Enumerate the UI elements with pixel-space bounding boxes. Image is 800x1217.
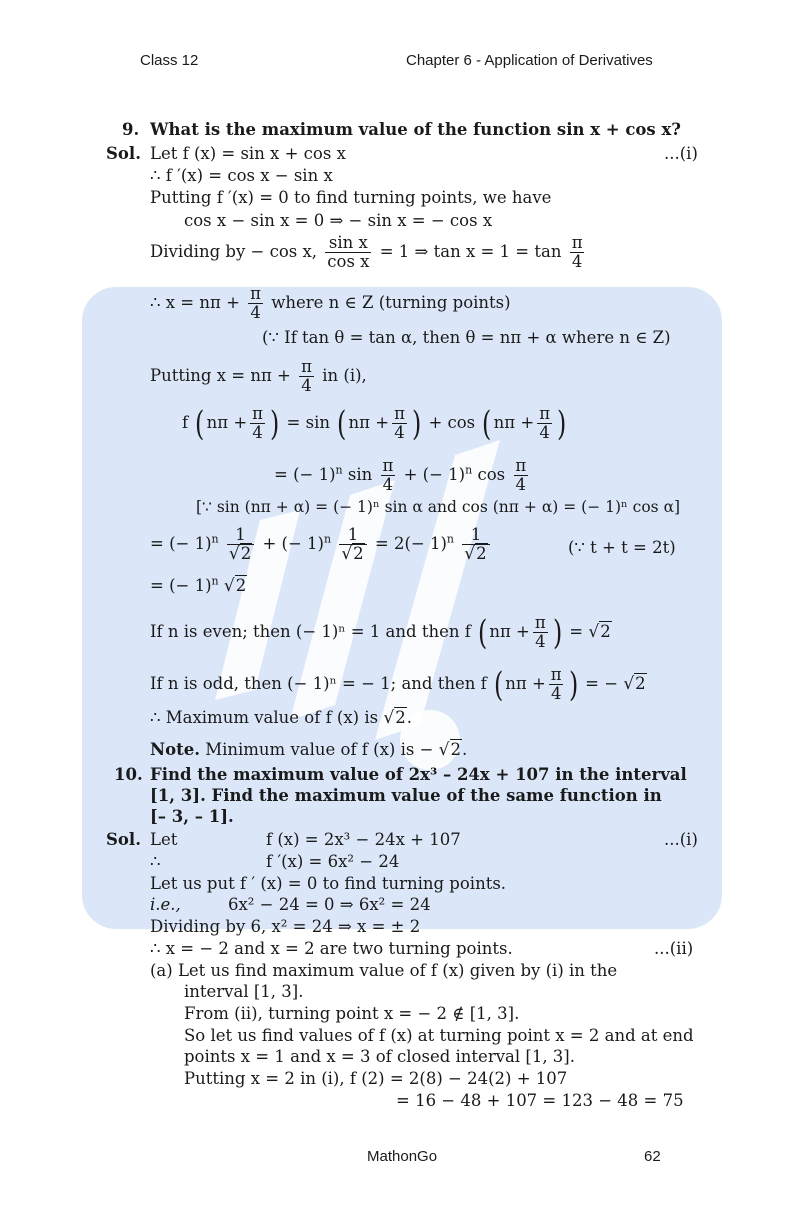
q9-line12: = (− 1)$^n$ $\frac{1}{√2}$ + (− 1)$^n$ $\frac{1}{√2}$ = $2(- 1)^n$ $\frac{1}{√2}$ [150,526,493,563]
q10-question-line1: Find the maximum value of 2x³ – 24x + 107 in the interval [150,765,687,784]
header-chapter: Chapter 6 - Application of Derivatives [406,52,653,69]
q10-part-a-line6: Putting x = 2 in (i), f (2) = 2(8) − 24(2) + 107 [184,1069,568,1088]
q9-line7-note: (∵ If tan θ = tan α, then θ = nπ + α where n ∈ Z) [262,328,671,347]
sinx-over-cosx-fraction: $\frac{\text{sin x}}{\text{cos x}}$ [327,233,370,271]
q9-line14: If n is even; then (− 1)ⁿ = 1 and then f ( nπ + $\frac{\pi}{4}$ ) = √2 [150,612,611,653]
q9-line16: ∴ Maximum value of f (x) is √2. [150,708,412,728]
q10-line1: f (x) = 2x³ − 24x + 107 [266,830,461,849]
q10-eq-ref-ii: ...(ii) [654,939,694,958]
q10-line4-ie: i.e., [150,895,181,914]
q10-question-line2: [1, 3]. Find the maximum value of the same function in [150,786,662,805]
pi-over-4-fraction: $\frac{\pi}{4}$ [301,357,312,395]
q9-sol-label: Sol. [106,144,141,163]
q10-line1-let: Let [150,830,178,849]
q9-line4: cos x − sin x = 0 ⇒ − sin x = − cos x [184,211,493,230]
q9-note: Note. Minimum value of f (x) is − √2. [150,740,468,760]
q9-number: 9. [122,120,140,139]
q10-line2: f ′(x) = 6x² − 24 [266,852,400,871]
pi-over-4-fraction: $\frac{\pi}{4}$ [571,233,583,271]
q9-line12-reason: (∵ t + t = 2t) [568,538,676,557]
footer-brand: MathonGo [367,1148,438,1165]
q9-line13: = (− 1)$^n$ √2 [150,574,247,596]
q9-line9: f ( nπ + $\frac{\pi}{4}$ ) = sin ( nπ + $\frac{\pi}{4}$ ) + cos ( nπ + $\frac{\pi}{4}$ ) [182,403,567,444]
q9-line8: Putting x = nπ + $\frac{\pi}{4}$ in (i), [150,357,367,395]
q10-line5: Dividing by 6, x² = 24 ⇒ x = ± 2 [150,917,421,936]
q10-part-a-line1: (a) Let us find maximum value of f (x) given by (i) in the [150,961,618,980]
q10-part-a-line7: = 16 − 48 + 107 = 123 − 48 = 75 [396,1091,684,1110]
q10-line6: ∴ x = − 2 and x = 2 are two turning points. [150,939,513,958]
q9-eq-ref-i: ...(i) [664,144,698,163]
pi-over-4-fraction: $\frac{\pi}{4}$ [250,284,262,322]
q10-line2-therefore: ∴ [150,852,161,871]
q9-line5-result: = 1 ⇒ tan x = 1 = tan [379,242,562,261]
q9-question: What is the maximum value of the function sin x + cos x? [150,120,681,139]
header-class: Class 12 [140,52,199,69]
q10-question-line3: [– 3, – 1]. [150,807,234,826]
note-label: Note. [150,740,200,759]
q10-sol-label: Sol. [106,830,141,849]
q10-part-a-line2: interval [1, 3]. [184,982,304,1001]
q9-line5 [150,234,588,271]
q9-line6: ∴ x = nπ + $\frac{\pi}{4}$ where n ∈ Z (turning points) [150,284,511,322]
q10-eq-ref-i: ...(i) [664,830,698,849]
q10-part-a-line5: points x = 1 and x = 3 of closed interval [1, 3]. [184,1047,575,1066]
q10-part-a-line4: So let us find values of f (x) at turning point x = 2 and at end [184,1026,694,1045]
q10-number: 10. [114,765,143,784]
q9-line1: Let f (x) = sin x + cos x [150,144,346,163]
q9-line11-identity: [∵ sin (nπ + α) = (− 1)ⁿ sin α and cos (nπ + α) = (− 1)ⁿ cos α] [196,498,681,516]
q9-line2: ∴ f ′(x) = cos x − sin x [150,166,333,185]
q10-line4: 6x² − 24 = 0 ⇒ 6x² = 24 [228,895,431,914]
q9-line10: = (− 1)$^n$ sin $\frac{\pi}{4}$ + (− 1)$^n$ cos $\frac{\pi}{4}$ [274,456,527,494]
q10-line3: Let us put f ′ (x) = 0 to find turning points. [150,874,507,893]
page-number: 62 [644,1148,661,1165]
q9-line3: Putting f ′(x) = 0 to find turning points, we have [150,188,552,207]
q9-line5-text: Dividing by − cos x, [150,242,318,261]
q10-part-a-line3: From (ii), turning point x = − 2 ∉ [1, 3]. [184,1004,520,1023]
q9-line15: If n is odd, then (− 1)ⁿ = − 1; and then f ( nπ + $\frac{\pi}{4}$ ) = − √2 [150,664,646,705]
